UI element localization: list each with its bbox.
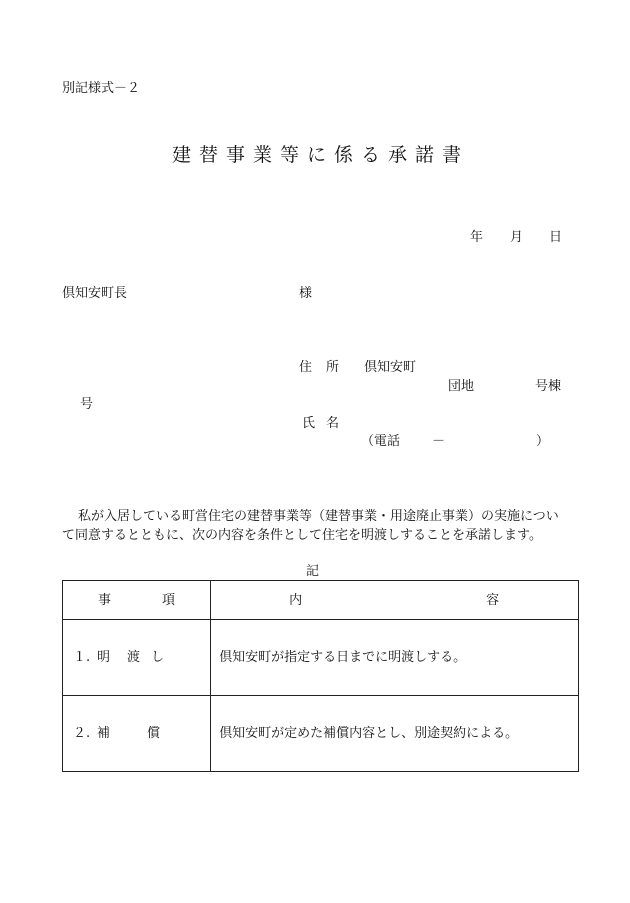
addressee-name: 倶知安町長 xyxy=(62,286,128,301)
header-item-2: 項 xyxy=(162,593,176,608)
header-item-cell xyxy=(63,581,211,620)
row-2-content: 倶知安町が定めた補償内容とし、別途契約による。 xyxy=(219,726,519,741)
row-1-content: 倶知安町が指定する日までに明渡しする。 xyxy=(219,650,467,665)
row-2-item-cell xyxy=(63,696,211,772)
conditions-table xyxy=(62,580,579,772)
address-label-1: 住 xyxy=(299,360,313,375)
row-2-item-1: 補 xyxy=(97,726,111,741)
phone-open: （電話 xyxy=(361,434,401,449)
row-1-item-num: １. xyxy=(73,650,91,665)
row-2-item-num: ２. xyxy=(73,726,91,741)
address-value: 倶知安町 xyxy=(364,360,417,375)
date-year-label: 年 xyxy=(470,230,484,245)
name-label-2: 名 xyxy=(326,416,340,431)
address-label-2: 所 xyxy=(326,360,340,375)
document-title: 建替事業等に係る承諾書 xyxy=(172,144,470,166)
header-content-2: 容 xyxy=(486,593,500,608)
phone-dash: － xyxy=(432,434,446,449)
body-line-1: 私が入居している町営住宅の建替事業等（建替事業・用途廃止事業）の実施につい xyxy=(78,509,559,524)
body-line-2: て同意するとともに、次の内容を条件として住宅を明渡しすることを承諾します。 xyxy=(62,528,542,543)
date-month-label: 月 xyxy=(510,230,524,245)
row-1-item-3: し xyxy=(151,650,165,665)
addressee-honorific: 様 xyxy=(299,286,313,301)
table-header-row xyxy=(63,581,579,620)
ki-label: 記 xyxy=(306,564,320,579)
row-1-item-cell xyxy=(63,620,211,696)
name-label-1: 氏 xyxy=(302,416,316,431)
date-day-label: 日 xyxy=(549,230,563,245)
header-content-1: 内 xyxy=(289,593,303,608)
table-row xyxy=(63,696,579,772)
row-2-content-cell xyxy=(211,696,579,772)
form-number: 別記様式－２ xyxy=(62,81,141,96)
danchi-label: 団地 xyxy=(448,379,475,394)
header-item-1: 事 xyxy=(98,593,112,608)
table-row xyxy=(63,620,579,696)
header-content-cell xyxy=(211,581,579,620)
row-1-content-cell xyxy=(211,620,579,696)
go-tou-label: 号棟 xyxy=(535,379,562,394)
phone-close: ） xyxy=(536,434,550,449)
row-1-item-2: 渡 xyxy=(127,650,141,665)
row-1-item-1: 明 xyxy=(97,650,111,665)
go-label: 号 xyxy=(80,397,94,412)
row-2-item-2: 償 xyxy=(147,726,161,741)
